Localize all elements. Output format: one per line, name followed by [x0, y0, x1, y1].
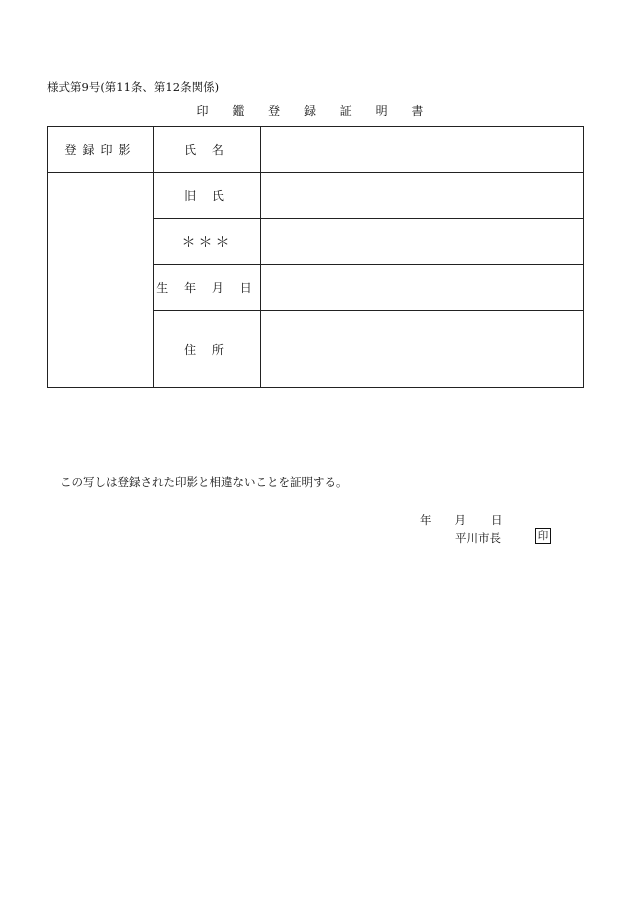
official-seal-mark: 印	[535, 528, 551, 544]
certificate-table	[47, 126, 584, 388]
address-field	[261, 311, 584, 388]
former-surname-field	[261, 173, 584, 219]
date-line	[420, 512, 503, 528]
birthdate-label: 生 年 月 日	[154, 265, 261, 311]
year-label: 年	[420, 513, 432, 527]
name-label: 氏 名	[154, 127, 261, 173]
former-surname-label: 旧 氏	[154, 173, 261, 219]
month-label: 月	[454, 513, 466, 527]
birthdate-field	[261, 265, 584, 311]
name-field	[261, 127, 584, 173]
seal-impression-area	[48, 173, 154, 388]
issuer-name: 平川市長	[455, 531, 501, 545]
certification-statement: この写しは登録された印影と相違ないことを証明する。	[60, 475, 348, 489]
registered-seal-label: 登録印影	[48, 127, 154, 173]
address-label: 住 所	[154, 311, 261, 388]
form-number: 様式第9号(第11条、第12条関係)	[47, 80, 220, 94]
day-label: 日	[491, 513, 503, 527]
masked-label: ＊＊＊	[154, 219, 261, 265]
masked-field	[261, 219, 584, 265]
document-title: 印 鑑 登 録 証 明 書	[196, 104, 434, 118]
